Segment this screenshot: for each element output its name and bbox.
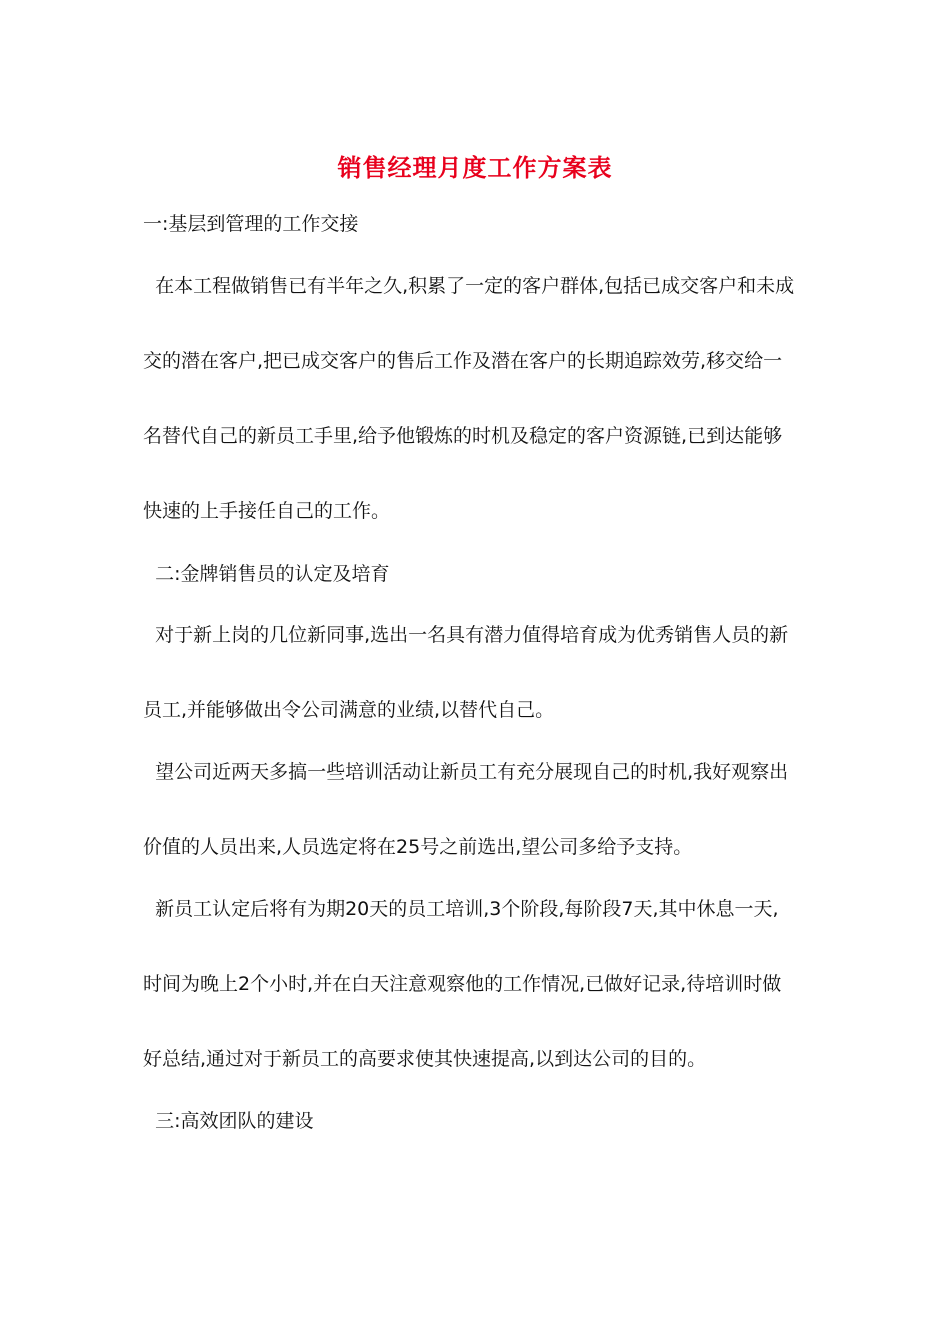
paragraph-line: 望公司近两天多搞一些培训活动让新员工有充分展现自己的时机,我好观察出 xyxy=(143,761,789,783)
paragraph-line: 好总结,通过对于新员工的高要求使其快速提高,以到达公司的目的。 xyxy=(143,1048,707,1070)
paragraph-line: 快速的上手接任自己的工作。 xyxy=(143,500,391,522)
paragraph-line: 对于新上岗的几位新同事,选出一名具有潜力值得培育成为优秀销售人员的新 xyxy=(143,624,789,646)
paragraph-line: 价值的人员出来,人员选定将在25号之前选出,望公司多给予支持。 xyxy=(143,836,693,858)
paragraph-line: 时间为晚上2个小时,并在白天注意观察他的工作情况,已做好记录,待培训时做 xyxy=(143,973,782,995)
document-title: 销售经理月度工作方案表 xyxy=(337,153,613,182)
paragraph-line: 新员工认定后将有为期20天的员工培训,3个阶段,每阶段7天,其中休息一天, xyxy=(143,898,779,920)
paragraph-line: 名替代自己的新员工手里,给予他锻炼的时机及稳定的客户资源链,已到达能够 xyxy=(143,425,783,447)
section-heading-2: 二:金牌销售员的认定及培育 xyxy=(143,563,390,585)
paragraph-line: 在本工程做销售已有半年之久,积累了一定的客户群体,包括已成交客户和未成 xyxy=(143,275,795,297)
section-heading-1: 一:基层到管理的工作交接 xyxy=(143,213,359,235)
paragraph-line: 交的潜在客户,把已成交客户的售后工作及潜在客户的长期追踪效劳,移交给一 xyxy=(143,350,783,372)
section-heading-3: 三:高效团队的建设 xyxy=(143,1110,314,1132)
paragraph-line: 员工,并能够做出令公司满意的业绩,以替代自己。 xyxy=(143,699,555,721)
